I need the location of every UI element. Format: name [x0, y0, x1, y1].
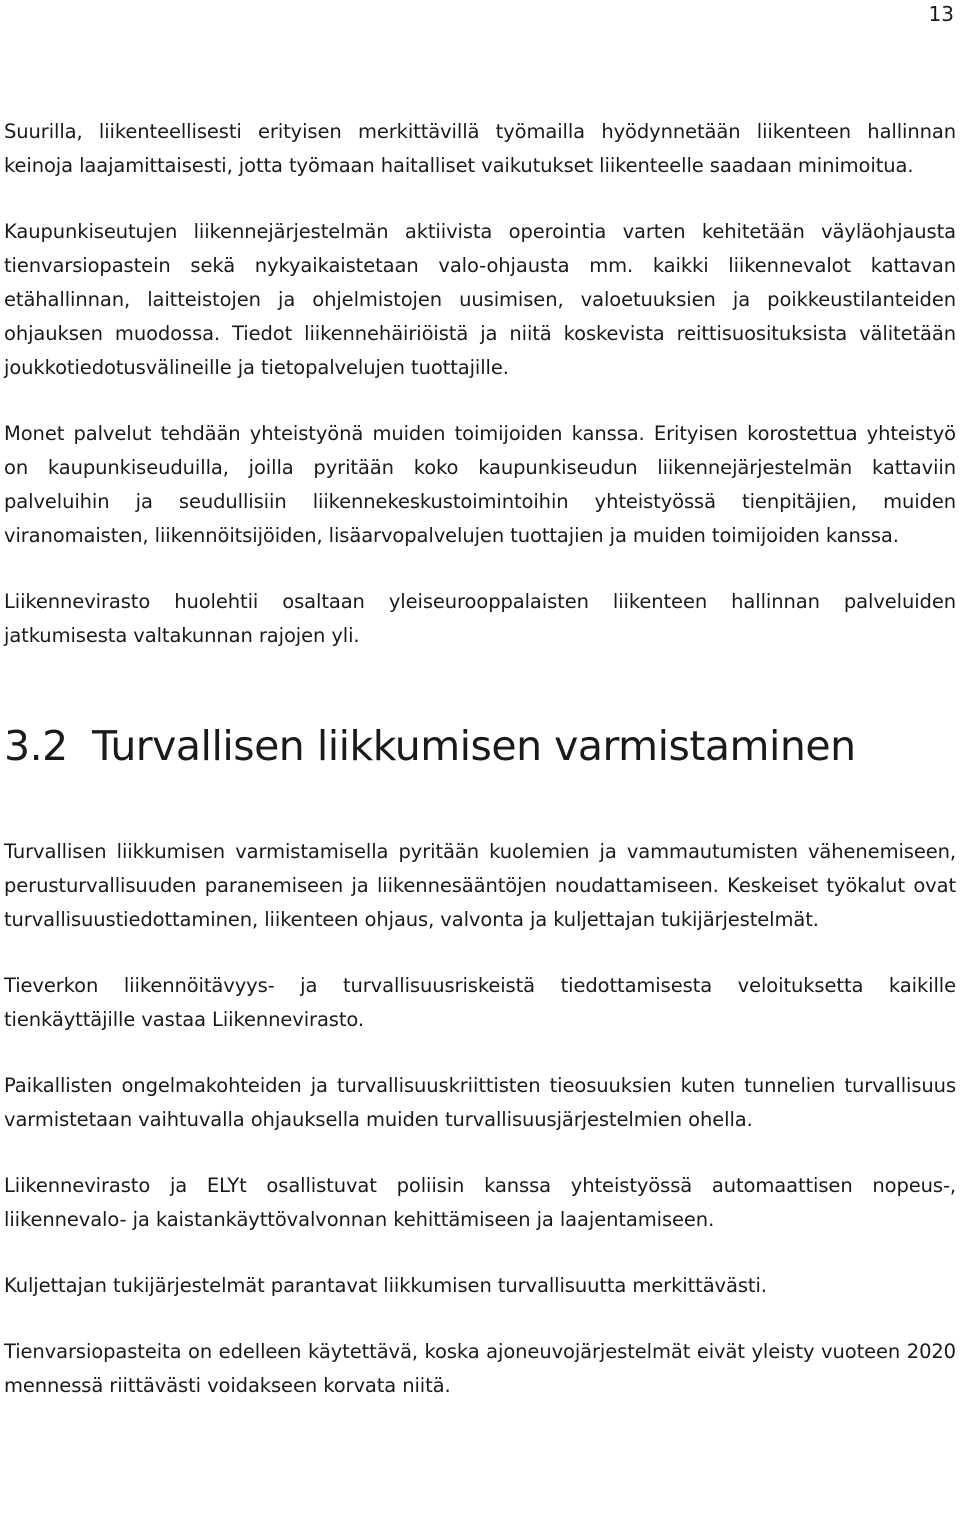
paragraph: Tienvarsiopasteita on edelleen käytettävä, koska ajoneuvojärjestelmät eivät yleisty vuoteen 2020 mennessä riittävästi voidakseen korvata niitä. — [4, 1340, 956, 1397]
section-title: Turvallisen liikkumisen varmistaminen — [92, 722, 856, 770]
section-number: 3.2 — [4, 722, 68, 770]
page-number: 13 — [928, 2, 954, 26]
paragraph: Paikallisten ongelmakohteiden ja turvallisuuskriittisten tieosuuksien kuten tunnelien turvallisuus varmistetaan vaihtuvalla ohjauksella muiden turvallisuusjärjestelmien ohella. — [4, 1074, 956, 1131]
document-body — [4, 115, 956, 1435]
paragraph: Kaupunkiseutujen liikennejärjestelmän aktiivista operointia varten kehitetään väyläohjausta tienvarsiopastein sekä nykyaikaistetaan valo-ohjausta mm. kaikki liikennevalot kattavan etähallinnan, laitteistojen ja ohjelmistojen uusimisen, valoetuuksien ja poikkeustilanteiden ohjauksen muodossa. Tiedot liikennehäiriöistä ja niitä koskevista reittisuosituksista välitetään joukkotiedotusvälineille ja tietopalvelujen tuottajille. — [4, 220, 956, 379]
paragraph: Liikennevirasto ja ELYt osallistuvat poliisin kanssa yhteistyössä automaattisen nopeus-, liikennevalo- ja kaistankäyttövalvonnan kehittämiseen ja laajentamiseen. — [4, 1174, 956, 1231]
paragraph: Tieverkon liikennöitävyys- ja turvallisuusriskeistä tiedottamisesta veloituksetta kaikille tienkäyttäjille vastaa Liikennevirasto. — [4, 974, 956, 1031]
section-heading — [4, 721, 956, 771]
paragraph: Liikennevirasto huolehtii osaltaan yleiseurooppalaisten liikenteen hallinnan palveluiden jatkumisesta valtakunnan rajojen yli. — [4, 590, 956, 647]
paragraph: Suurilla, liikenteellisesti erityisen merkittävillä työmailla hyödynnetään liikenteen hallinnan keinoja laajamittaisesti, jotta työmaan haitalliset vaikutukset liikenteelle saadaan minimoitua. — [4, 120, 956, 177]
paragraph: Monet palvelut tehdään yhteistyönä muiden toimijoiden kanssa. Erityisen korostettua yhteistyö on kaupunkiseuduilla, joilla pyritään koko kaupunkiseudun liikennejärjestelmän kattaviin palveluihin ja seudullisiin liikennekeskustoimintoihin yhteistyössä tienpitäjien, muiden viranomaisten, liikennöitsijöiden, lisäarvopalvelujen tuottajien ja muiden toimijoiden kanssa. — [4, 422, 956, 547]
paragraph: Turvallisen liikkumisen varmistamisella pyritään kuolemien ja vammautumisten vähenemiseen, perusturvallisuuden paranemiseen ja liikennesääntöjen noudattamiseen. Keskeiset työkalut ovat turvallisuustiedottaminen, liikenteen ohjaus, valvonta ja kuljettajan tukijärjestelmät. — [4, 840, 956, 931]
paragraph: Kuljettajan tukijärjestelmät parantavat liikkumisen turvallisuutta merkittävästi. — [4, 1274, 767, 1297]
